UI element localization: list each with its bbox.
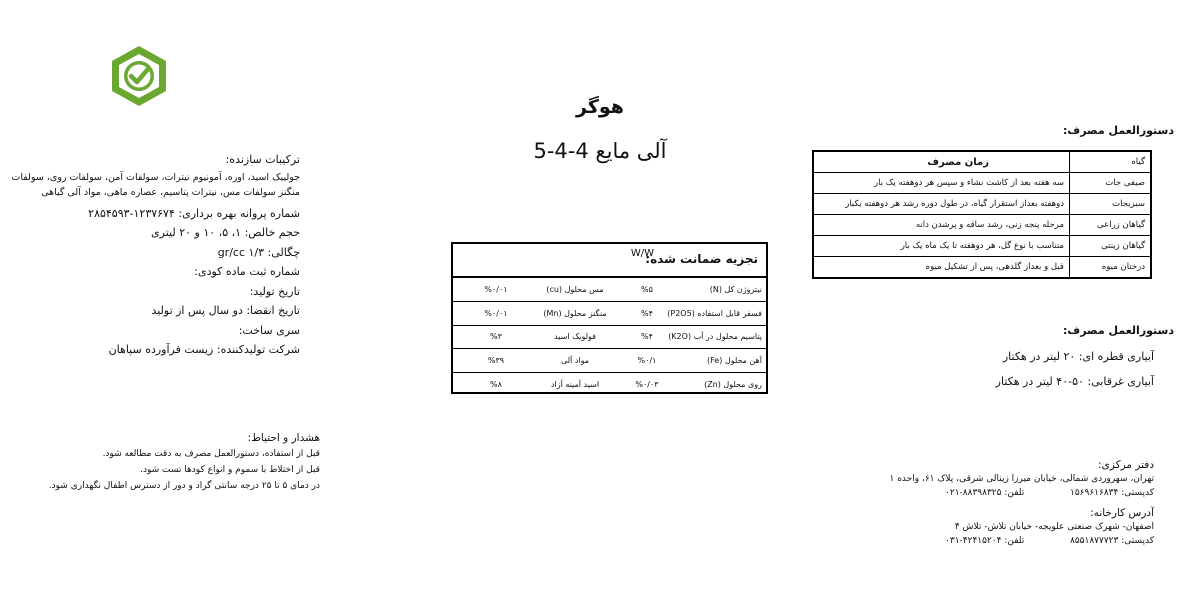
composition-line: منگنز سولفات مس، نیترات پتاسیم، عصاره ماهی، مواد آلی گیاهی [41, 186, 300, 198]
plant-cell: سبزیجات [1070, 194, 1152, 215]
time-cell: متناسب با نوع گل، هر دوهفته تا یک ماه یک بار [813, 236, 1070, 257]
warning-line: قبل از اختلاط با سموم و انواع کودها تست شود. [140, 465, 320, 475]
head-office-postal: کدپستی: ۱۵۶۹۶۱۶۸۳۴ [1070, 488, 1154, 498]
manufacture-date: تاریخ تولید: [249, 284, 300, 298]
serial-number: سری ساخت: [238, 323, 300, 337]
guaranteed-analysis-title: تجزیه ضمانت شده: [645, 252, 758, 266]
table-row [813, 194, 1151, 215]
plant-cell: صیفی جات [1070, 173, 1152, 194]
head-office-heading: دفتر مرکزی: [1098, 459, 1154, 471]
nutrient-name: روی محلول (Zn) [704, 380, 762, 390]
nutrient-value: %۵ [641, 284, 653, 294]
producer: شرکت تولیدکننده: زیست فرآورده سپاهان [108, 343, 300, 356]
factory-phone: تلفن: ۴۲۴۱۵۲۰۴-۰۳۱ [945, 536, 1025, 546]
usage-heading: دستورالعمل مصرف: [1063, 124, 1174, 137]
table-row [813, 236, 1151, 257]
guaranteed-analysis-table [451, 242, 768, 394]
table-row [453, 349, 766, 373]
density: چگالی: ۱/۳ gr/cc [217, 245, 300, 259]
net-volume: حجم خالص: ۱، ۵، ۱۰ و ۲۰ لیتری [151, 226, 300, 239]
plant-cell: گیاهان زینتی [1070, 236, 1152, 257]
time-cell: دوهفته بعداز استقرار گیاه، در طول دوره رشد هر دوهفته یکبار [813, 194, 1070, 215]
factory-postal: کدپستی: ۸۵۵۱۸۷۷۷۲۳ [1070, 536, 1154, 546]
nutrient-name: فسفر قابل استفاده (P2O5) [667, 308, 762, 318]
composition-block [11, 150, 300, 360]
brand-logo-icon [108, 44, 170, 108]
warning-line: در دمای ۵ تا ۲۵ درجه سانتی گراد و دور از دسترس اطفال نگهداری شود. [48, 481, 320, 491]
column-header-time: زمان مصرف [813, 151, 1070, 173]
nutrient-name: پتاسیم محلول در آب (K2O) [668, 332, 762, 342]
plant-cell: گیاهان زراعی [1070, 215, 1152, 236]
nutrient-value: %۴ [641, 332, 653, 342]
factory-block [794, 506, 1154, 548]
product-name: هوگر [576, 96, 624, 118]
nutrient-value: %۳ [490, 332, 502, 342]
nutrient-name: فولویک اسید [554, 332, 596, 342]
warning-heading: هشدار و احتیاط: [247, 432, 320, 444]
factory-address: اصفهان- شهرک صنعتی علویجه- خیابان تلاش- تلاش ۴ [954, 522, 1154, 532]
column-header-plant: گیاه [1070, 151, 1152, 173]
usage-table [812, 150, 1152, 279]
nutrient-value: %۰/۰۱ [484, 308, 508, 318]
table-row [813, 215, 1151, 236]
nutrient-name: نیتروژن کل (N) [709, 284, 762, 294]
head-office-block [794, 458, 1154, 500]
nutrient-value: %۸ [490, 380, 502, 390]
nutrient-value: %۰/۱ [637, 356, 657, 366]
head-office-address: تهران، سهروردی شمالی، خیابان میرزا زینالی شرقی، پلاک ۶۱، واحده ۱ [889, 474, 1154, 484]
plant-cell: درختان میوه [1070, 257, 1152, 279]
drip-irrigation: آبیاری قطره ای: ۲۰ لیتر در هکتار [1002, 350, 1154, 363]
warning-block [20, 430, 320, 494]
head-office-phone: تلفن: ۸۸۳۹۸۳۲۵-۰۲۱ [945, 488, 1025, 498]
nutrient-name: آهن محلول (Fe) [707, 356, 762, 366]
expiry-date: تاریخ انقضا: دو سال پس از تولید [151, 304, 300, 317]
table-row [813, 173, 1151, 194]
table-row [453, 278, 766, 302]
guaranteed-analysis-header [453, 244, 766, 278]
nutrient-value: %۰/۰۱ [484, 284, 508, 294]
nutrient-name: مس محلول (cu) [546, 284, 604, 294]
nutrient-name: مواد آلی [560, 356, 590, 366]
registration-number: شماره ثبت ماده کودی: [194, 265, 300, 278]
table-row [453, 326, 766, 350]
factory-heading: آدرس کارخانه: [1090, 507, 1154, 519]
composition-heading: ترکیبات سازنده: [225, 153, 300, 166]
nutrient-name: منگنز محلول (Mn) [543, 308, 607, 318]
composition-line: جولییک اسید، اوره، آمونیوم نیترات، سولفات آمن، سولفات روی، سولفات [11, 171, 300, 183]
nutrient-value: %۳۹ [487, 356, 505, 366]
license-number: شماره پروانه بهره برداری: ۱۲۳۷۶۷۴-۲۸۵۴۵۹۳ [88, 206, 300, 220]
time-cell: مرحله پنجه زنی، رشد ساقه و پرشدن دانه [813, 215, 1070, 236]
table-row [453, 302, 766, 326]
nutrient-value: %۰/۰۳ [635, 380, 659, 390]
weight-unit: W/W [630, 248, 654, 259]
table-row [813, 257, 1151, 279]
nutrient-name: اسید آمینه آزاد [550, 380, 600, 390]
usage-heading-2: دستورالعمل مصرف: [1063, 324, 1174, 337]
table-row [453, 373, 766, 396]
time-cell: قبل و بعداز گلدهی، پس از تشکیل میوه [813, 257, 1070, 279]
nutrient-value: %۴ [641, 308, 653, 318]
product-subtitle: آلی مایع 4-4-5 [533, 139, 667, 163]
time-cell: سه هفته بعد از کاشت نشاء و سپس هر دوهفته یک بار [813, 173, 1070, 194]
table-header-row [813, 151, 1151, 173]
flood-irrigation: آبیاری غرقابی: ۵۰-۴۰ لیتر در هکتار [995, 375, 1154, 388]
warning-line: قبل از استفاده، دستورالعمل مصرف به دقت مطالعه شود. [102, 449, 320, 459]
